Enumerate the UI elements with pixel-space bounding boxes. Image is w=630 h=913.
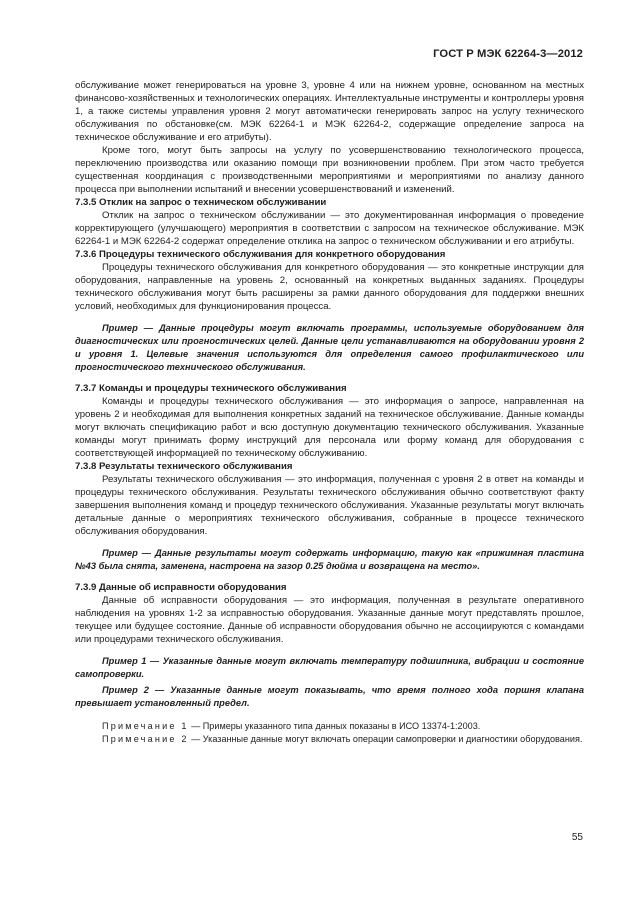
paragraph: обслуживание может генерироваться на уровне 3, уровне 4 или на нижнем уровне, основанном на местных финансово-хозяйственных и технологических операциях. Интеллектуальные инструменты и контроллеры уровня 1, а также системы управления уровня 2 могут автоматически генерировать запрос на услугу технического обслуживания по обстановке(см. МЭК 62264-1 и МЭК 62264-2, содержащие определение запроса на техническое обслуживание и его атрибуты). [75,80,584,143]
note [75,720,584,733]
note [75,733,584,746]
paragraph: Результаты технического обслуживания — это информация, полученная с уровня 2 в ответ на команды и процедуры технического обслуживания. Результаты технического обслуживания обычно соответствуют факту завершения выполнения команд и процедур технического обслуживания. Указанные результаты могут включать детальные данные о мероприятиях технического обслуживания, собранные в процессе технического обслуживания оборудования. [75,474,584,537]
section-heading-7-3-8: 7.3.8 Результаты технического обслуживания [75,461,293,472]
section-heading-7-3-9: 7.3.9 Данные об исправности оборудования [75,582,287,593]
example-text: Пример 2 — Указанные данные могут показывать, что время полного хода поршня клапана превышает установленный предел. [75,685,584,708]
note-label: Примечание 1 [102,721,189,731]
section-heading-7-3-6: 7.3.6 Процедуры технического обслуживания для конкретного оборудования [75,249,446,260]
paragraph: Команды и процедуры технического обслуживания — это информация о запросе, направленная на уровень 2 и необходимая для выполнения конкретных заданий на техническое обслуживание. Данные команды могут включать спецификацию работ и всю доступную документацию технического обслуживания. Указанные команды могут принимать форму инструкций для персонала или форму команд для оборудования с соответствующей информацией по техническому обслуживанию. [75,396,584,459]
example-text: Пример — Данные процедуры могут включать программы, используемые оборудованием для диагностических или прогностических целей. Данные цели устанавливаются на оборудовании уровня 2 и уровня 1. Целевые значения используются для определения самого профилактического или прогностического технического обслуживания. [75,323,584,372]
note-text: — Указанные данные могут включать операции самопроверки и диагностики оборудования. [188,734,583,744]
page-number: 55 [571,832,583,843]
note-label: Примечание 2 [102,734,189,744]
document-body [75,79,584,746]
paragraph: Процедуры технического обслуживания для конкретного оборудования — это конкретные инструкции для оборудования, направленные на уровень 2, основанный на конкретных выданных заданиях. Процедуры технического обслуживания могут быть расширены за рамки данного оборудования для поддержки внешних условий, необходимых для функционирования процесса. [75,262,584,312]
section-heading-7-3-7: 7.3.7 Команды и процедуры технического обслуживания [75,383,347,394]
example-text: Пример 1 — Указанные данные могут включать температуру подшипника, вибрации и состояние самопроверки. [75,656,584,679]
note-text: — Примеры указанного типа данных показаны в ИСО 13374-1:2003. [188,721,481,731]
paragraph: Данные об исправности оборудования — это информация, полученная в результате оперативного наблюдения на уровнях 1-2 за исправностью оборудования. Указанные данные могут представлять прошлое, текущее или будущее состояние. Данные об исправности оборудования обычно не ассоциируются с командами или процедурами технического обслуживания. [75,595,584,645]
paragraph: Кроме того, могут быть запросы на услугу по усовершенствованию технологического процесса, переключению производства или оказанию помощи при возникновении проблем. При этом часто требуется существенная координация с производственными мероприятиями и мероприятиями по анализу данного процесса при выполнении испытаний и внесении усовершенствований и изменений. [75,145,584,195]
section-heading-7-3-5: 7.3.5 Отклик на запрос о техническом обслуживании [75,197,327,208]
paragraph: Отклик на запрос о техническом обслуживании — это документированная информация о проведение корректирующего (улучшающего) мероприятия в соответствии с запросом на техническое обслуживание. МЭК 62264-1 и МЭК 62264-2 содержат определение отклика на запрос о техническом обслуживании и его атрибуты. [75,210,584,247]
example-text: Пример — Данные результаты могут содержать информацию, такую как «прижимная пластина №43 была снята, заменена, настроена на зазор 0.25 дюйма и возвращена на место». [75,548,584,571]
standard-code-header: ГОСТ Р МЭК 62264-3—2012 [433,48,583,60]
